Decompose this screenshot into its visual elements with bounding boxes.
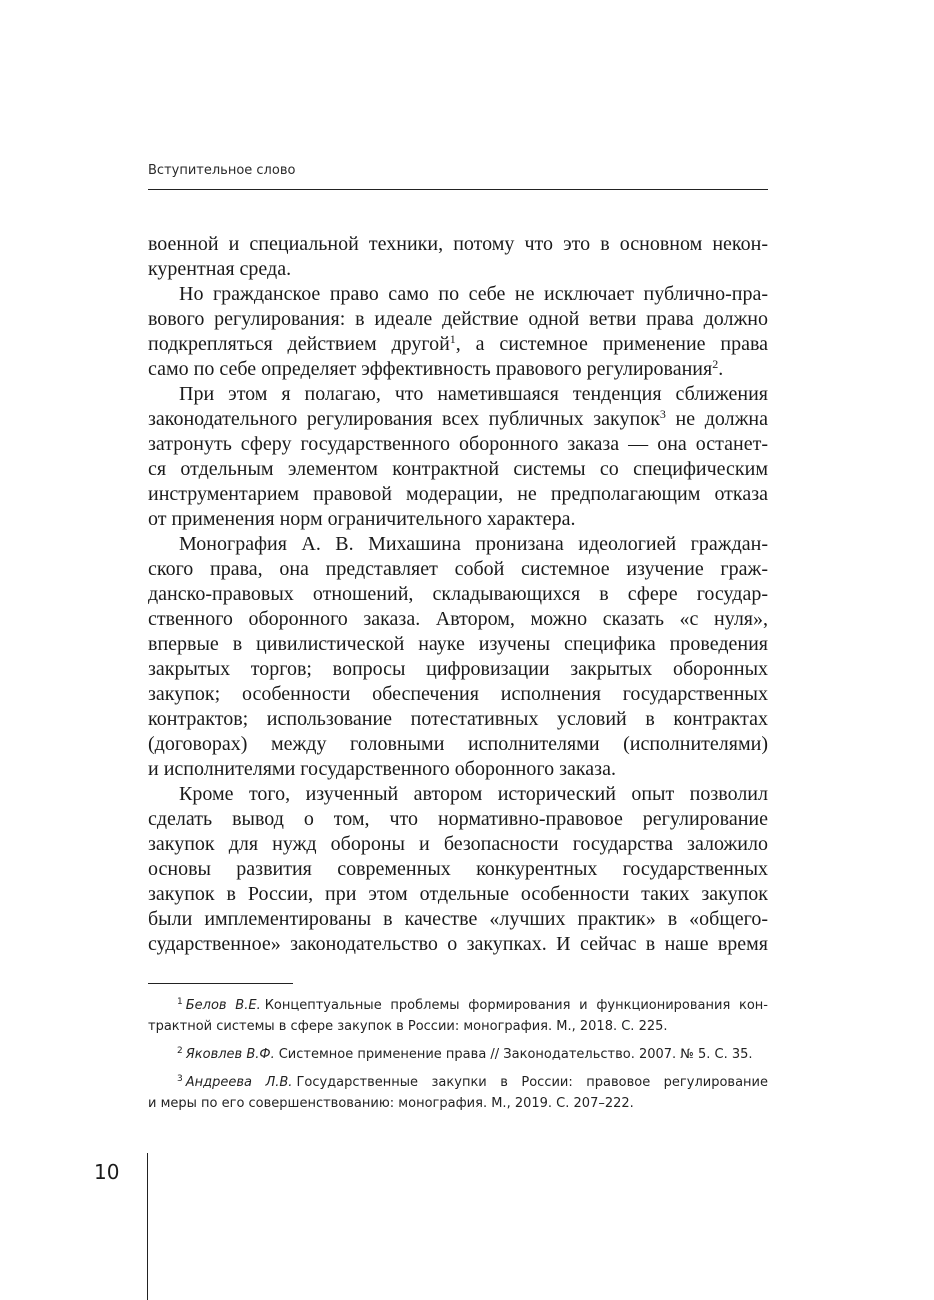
text-line: контрактов; использование потестативных условий в контрактах — [148, 708, 768, 730]
text-line: были имплементированы в качестве «лучших практик» в «общего- — [148, 908, 768, 930]
header-rule — [148, 189, 768, 190]
text-line: от применения норм ограничительного характера. — [148, 508, 576, 530]
footnotes — [148, 995, 768, 1121]
text-line: закрытых торгов; вопросы цифровизации закрытых оборонных — [148, 658, 768, 680]
footnote-text: Государственные закупки в России: правовое регулирование — [296, 1075, 768, 1090]
text-segment: , а системное применение права — [455, 333, 769, 355]
text-line: вового регулирования: в идеале действие одной ветви права должно — [148, 308, 768, 330]
footnote-line — [148, 1072, 768, 1093]
footnote-ref-3[interactable]: 3 — [659, 407, 666, 421]
footnote-3 — [148, 1072, 768, 1114]
text-segment: законодательного регулирования всех публичных закупок — [148, 408, 660, 430]
page-number-rule — [147, 1153, 148, 1300]
text-segment: . — [718, 358, 724, 380]
text-line: курентная среда. — [148, 258, 292, 280]
text-line — [148, 332, 768, 357]
text-segment: подкрепляться действием другой — [148, 333, 450, 355]
footnote-line: трактной системы в сфере закупок в России: монография. М., 2018. С. 225. — [148, 1019, 668, 1034]
paragraph — [148, 282, 768, 382]
footnote-author: Белов В.Е. — [185, 998, 261, 1013]
paragraph — [148, 232, 768, 282]
text-line: сударственное» законодательство о закупках. И сейчас в наше время — [148, 933, 768, 955]
text-line: ского права, она представляет собой системное изучение граж- — [148, 558, 768, 580]
footnote-1 — [148, 995, 768, 1037]
text-segment: само по себе определяет эффективность правового регулирования — [148, 358, 713, 380]
paragraph — [148, 782, 768, 957]
footnote-author: Яковлев В.Ф. — [185, 1047, 275, 1062]
text-line: военной и специальной техники, потому что это в основном некон- — [148, 233, 768, 255]
footnote-ref-2[interactable]: 2 — [712, 357, 719, 371]
footnote-line — [148, 1044, 768, 1065]
text-line: ся отдельным элементом контрактной системы со специфическим — [148, 458, 768, 480]
footnote-text: Концептуальные проблемы формирования и функционирования кон- — [264, 998, 768, 1013]
text-line: закупок; особенности обеспечения исполнения государственных — [148, 683, 768, 705]
text-line: инструментарием правовой модерации, не предполагающим отказа — [148, 483, 768, 505]
paragraph — [148, 382, 768, 532]
text-line: затронуть сферу государственного оборонного заказа — она останет- — [148, 433, 768, 455]
body-text — [148, 232, 768, 957]
text-line: Кроме того, изученный автором исторический опыт позволил — [179, 783, 768, 805]
footnote-number: 1 — [177, 997, 183, 1007]
text-line — [148, 357, 768, 382]
text-line — [148, 407, 768, 432]
text-segment: не должна — [665, 408, 768, 430]
text-line: данско-правовых отношений, складывающихся в сфере государ- — [148, 583, 768, 605]
text-line: закупок в России, при этом отдельные особенности таких закупок — [148, 883, 768, 905]
footnote-author: Андреева Л.В. — [185, 1075, 293, 1090]
paragraph — [148, 532, 768, 782]
text-line: Монография А. В. Михашина пронизана идеологией граждан- — [179, 533, 768, 555]
footnote-ref-1[interactable]: 1 — [449, 332, 456, 346]
text-line: закупок для нужд обороны и безопасности государства заложило — [148, 833, 768, 855]
text-line: Но гражданское право само по себе не исключает публично-пра- — [179, 283, 768, 305]
footnote-number: 3 — [177, 1074, 183, 1084]
page-number: 10 — [94, 1160, 120, 1184]
footnote-number: 2 — [177, 1046, 183, 1056]
running-head: Вступительное слово — [148, 163, 296, 178]
footnote-2 — [148, 1044, 768, 1065]
footnote-line — [148, 995, 768, 1016]
text-line: и исполнителями государственного оборонного заказа. — [148, 758, 616, 780]
text-line: (договорах) между головными исполнителями (исполнителями) — [148, 733, 768, 755]
footnote-line: и меры по его совершенствованию: монография. М., 2019. С. 207–222. — [148, 1096, 634, 1111]
text-line: впервые в цивилистической науке изучены специфика проведения — [148, 633, 768, 655]
text-line: ственного оборонного заказа. Автором, можно сказать «с нуля», — [148, 608, 768, 630]
text-line: При этом я полагаю, что наметившаяся тенденция сближения — [179, 383, 768, 405]
footnote-text: Системное применение права // Законодательство. 2007. № 5. С. 35. — [278, 1047, 753, 1062]
text-line: основы развития современных конкурентных государственных — [148, 858, 768, 880]
footnote-rule — [148, 983, 293, 984]
text-line: сделать вывод о том, что нормативно-правовое регулирование — [148, 808, 768, 830]
